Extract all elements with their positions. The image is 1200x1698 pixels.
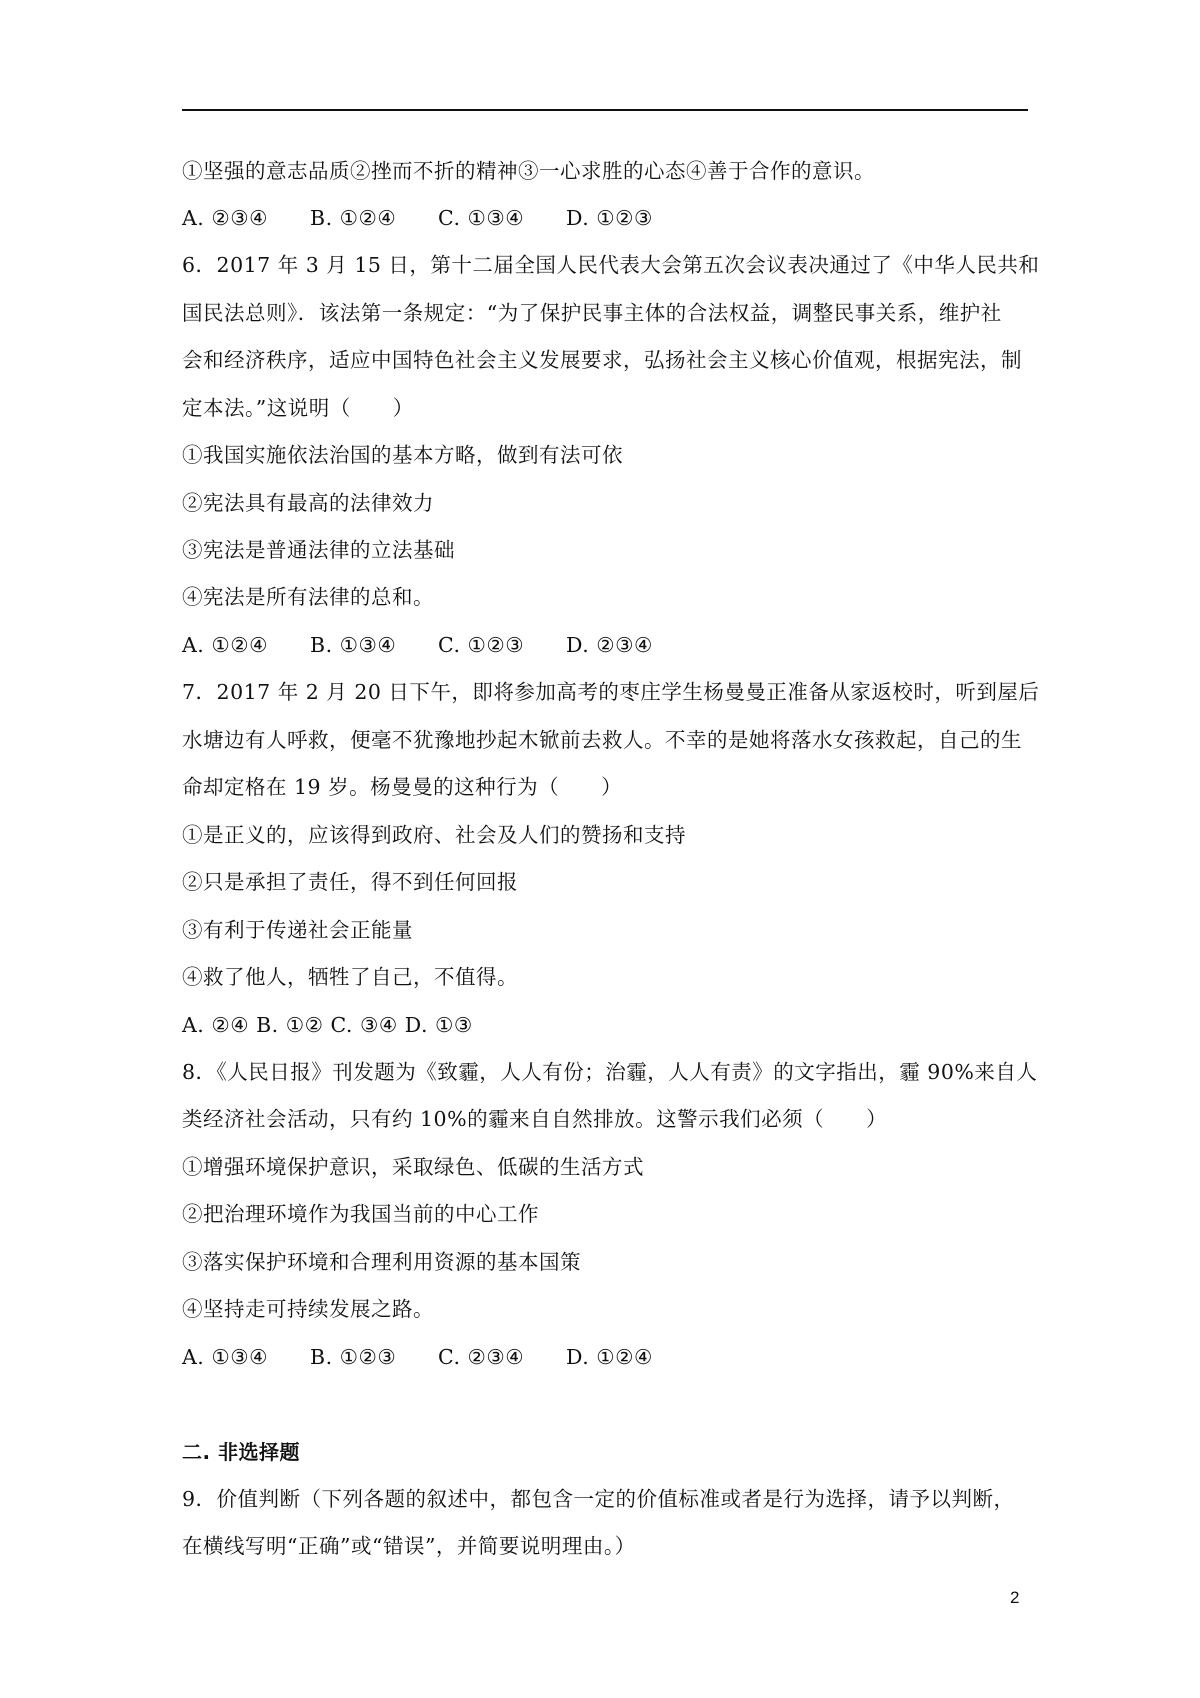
q7-statement: ④救了他人，牺牲了自己，不值得。: [182, 965, 518, 989]
q5-option-b: B. ①②④: [310, 206, 397, 230]
q7-statement: ③有利于传递社会正能量: [182, 918, 413, 942]
q8-stem-line: 类经济社会活动，只有约 10%的霾来自自然排放。这警示我们必须（ ）: [182, 1107, 888, 1131]
q6-stem-line: 定本法。”这说明（ ）: [182, 396, 414, 420]
q9-stem-line: 在横线写明“正确”或“错误”，并简要说明理由。）: [182, 1534, 636, 1558]
q6-option-d: D. ②③④: [566, 633, 653, 657]
q7-stem-line: 命却定格在 19 岁。杨曼曼的这种行为（ ）: [182, 775, 623, 799]
q6-statement: ④宪法是所有法律的总和。: [182, 585, 434, 609]
q6-stem-line: 会和经济秩序，适应中国特色社会主义发展要求，弘扬社会主义核心价值观，根据宪法，制: [182, 348, 1022, 372]
q5-statements: ①坚强的意志品质②挫而不折的精神③一心求胜的心态④善于合作的意识。: [182, 159, 875, 183]
q6-stem-line: 6．2017 年 3 月 15 日，第十二届全国人民代表大会第五次会议表决通过了《中华人民共和: [182, 253, 1040, 277]
q8-option-b: B. ①②③: [310, 1345, 397, 1369]
q7-statement: ②只是承担了责任，得不到任何回报: [182, 870, 518, 894]
q7-stem-line: 水塘边有人呼救，便毫不犹豫地抄起木锨前去救人。不幸的是她将落水女孩救起，自己的生: [182, 728, 1022, 752]
q6-statement: ①我国实施依法治国的基本方略，做到有法可依: [182, 443, 623, 467]
q7-options: A. ②④ B. ①② C. ③④ D. ①③: [182, 1013, 473, 1037]
q6-option-b: B. ①③④: [310, 633, 397, 657]
q8-option-d: D. ①②④: [566, 1345, 653, 1369]
q7-stem-line: 7．2017 年 2 月 20 日下午，即将参加高考的枣庄学生杨曼曼正准备从家返校时，听到屋后: [182, 680, 1040, 704]
q8-option-a: A. ①③④: [182, 1345, 268, 1369]
q5-options: [182, 204, 653, 232]
q6-option-a: A. ①②④: [182, 633, 268, 657]
q8-stem-line: 8．《人民日报》刊发题为《致霾，人人有份；治霾，人人有责》的文字指出，霾 90%来自人: [182, 1060, 1038, 1084]
q5-option-d: D. ①②③: [566, 206, 653, 230]
page-number: 2: [1010, 1588, 1020, 1607]
q7-statement: ①是正义的，应该得到政府、社会及人们的赞扬和支持: [182, 823, 686, 847]
q8-options: [182, 1343, 653, 1371]
q8-statement: ②把治理环境作为我国当前的中心工作: [182, 1202, 539, 1226]
header-rule: [182, 109, 1028, 111]
q9-stem-line: 9．价值判断（下列各题的叙述中，都包含一定的价值标准或者是行为选择，请予以判断，: [182, 1487, 1015, 1511]
section-title: 二. 非选择题: [182, 1440, 301, 1464]
q6-option-c: C. ①②③: [438, 633, 525, 657]
q6-options: [182, 631, 653, 659]
q8-option-c: C. ②③④: [438, 1345, 525, 1369]
q6-stem-line: 国民法总则》．该法第一条规定：“为了保护民事主体的合法权益，调整民事关系，维护社: [182, 301, 1002, 325]
q6-statement: ③宪法是普通法律的立法基础: [182, 538, 455, 562]
q8-statement: ①增强环境保护意识，采取绿色、低碳的生活方式: [182, 1155, 644, 1179]
q5-option-c: C. ①③④: [438, 206, 525, 230]
q8-statement: ④坚持走可持续发展之路。: [182, 1297, 434, 1321]
q5-option-a: A. ②③④: [182, 206, 268, 230]
q8-statement: ③落实保护环境和合理利用资源的基本国策: [182, 1250, 581, 1274]
q6-statement: ②宪法具有最高的法律效力: [182, 491, 434, 515]
